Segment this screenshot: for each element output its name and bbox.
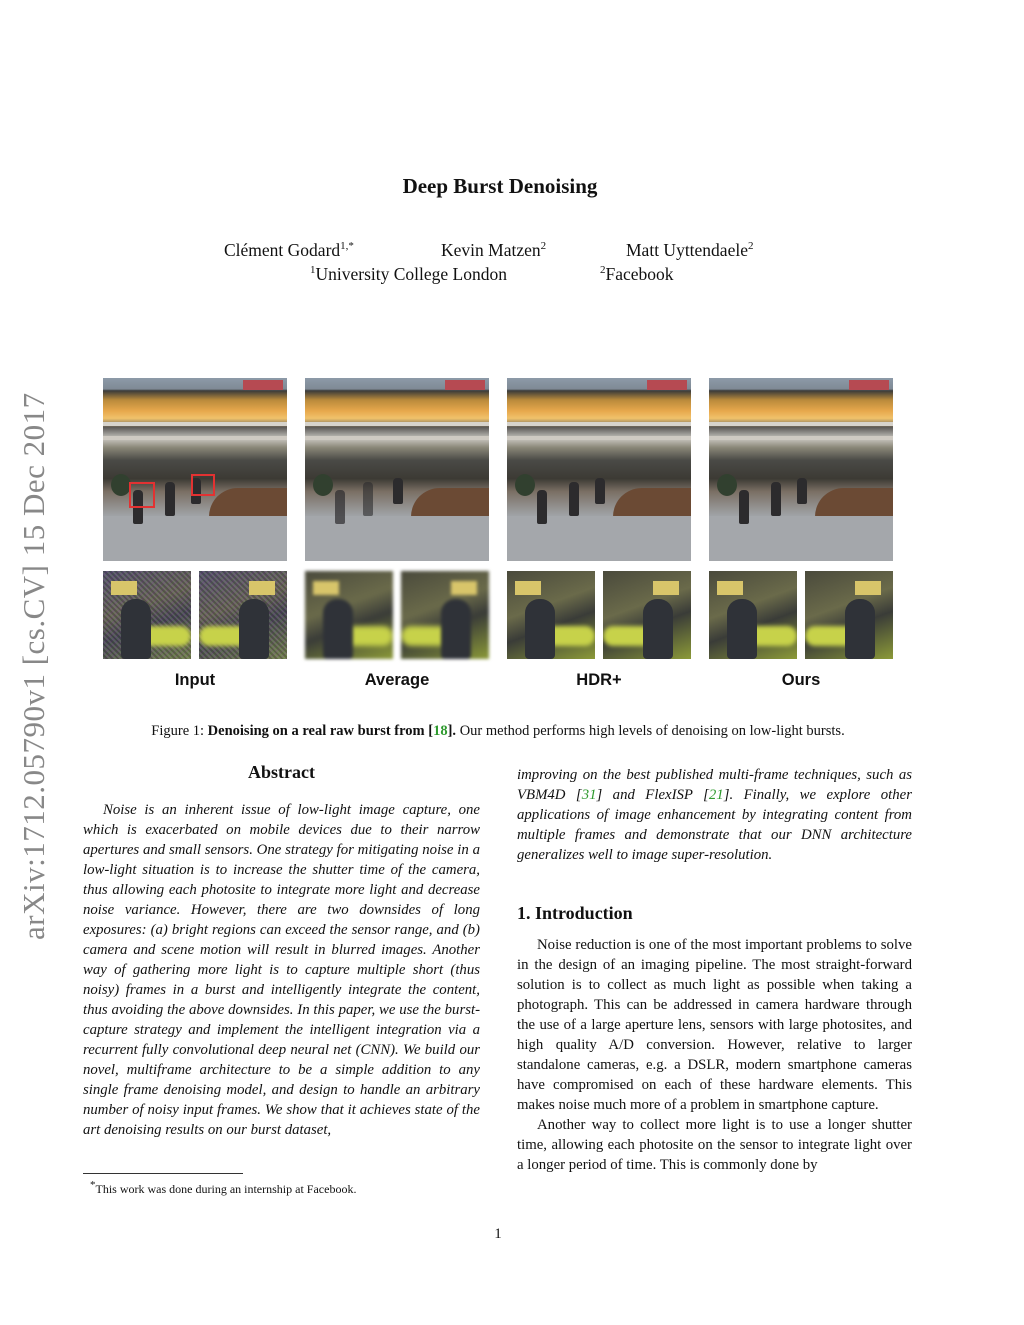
crop-marker-left: [129, 482, 155, 508]
crop-hdr-plus-2: [603, 571, 691, 659]
citation-link-21[interactable]: 21: [708, 787, 724, 803]
crop-input-2: [199, 571, 287, 659]
abstract-heading: Abstract: [248, 762, 315, 782]
panel-hdr-plus: [507, 378, 691, 659]
scene-image-average: [305, 378, 489, 561]
crop-input-1: [103, 571, 191, 659]
affiliation-ucl: $^1$University College London: [310, 264, 508, 284]
footnote-rule: [83, 1173, 243, 1174]
panel-label-average: Average: [364, 671, 430, 689]
panel-label-hdr-plus: HDR+: [576, 671, 622, 689]
paper-title: Deep Burst Denoising: [402, 174, 598, 198]
right-column: [517, 765, 912, 1175]
abstract-continued: improving on the best published multi-frame techniques, such as VBM4D [31] and FlexISP [21]. Finally, we explore other applications of image enhancement by integrating content from multiple frames and demonstrate that our DNN architecture generalizes well to image super-resolution.: [517, 767, 912, 863]
arxiv-identifier: arXiv:1712.05790v1 [cs.CV] 15 Dec 2017: [16, 392, 51, 940]
abstract-text: Noise is an inherent issue of low-light image capture, one which is exacerbated on mobile devices due to their narrow apertures and small sensors. One strategy for mitigating noise in a low-light situation is to increase the shutter time of the camera, thus allowing each photosite to integrate more light and decrease noise variance. However, there are two downsides of long exposures: (a) bright regions can exceed the sensor range, and (b) camera and scene motion will result in blurred images. Another way of gathering more light is to capture multiple short (thus noisy) frames in a burst and intelligently integrate the content, thus avoiding the above downsides. In this paper, we use the burst-capture strategy and implement the intelligent integration via a recurrent fully convolutional deep neural net (CNN). We build our novel, multiframe architecture to be a simple addition to any single frame denoising model, and design to handle an arbitrary number of noisy input frames. We show that it achieves state of the art denoising results on our burst dataset,: [83, 802, 480, 1138]
page-number: 1: [494, 1226, 502, 1242]
introduction-paragraph-2: Another way to collect more light is to use a longer shutter time, allowing each photosite on the sensor to integrate light over a longer period of time. This is commonly done by: [517, 1117, 912, 1173]
introduction-heading: 1. Introduction: [517, 903, 633, 923]
footnote: *This work was done during an internship at Facebook.: [90, 1179, 357, 1196]
scene-image-ours: [709, 378, 893, 561]
crop-average-1: [305, 571, 393, 659]
crop-ours-1: [709, 571, 797, 659]
crop-ours-2: [805, 571, 893, 659]
abstract-section: [83, 760, 480, 1140]
panel-label-ours: Ours: [781, 671, 821, 689]
scene-image-hdr-plus: [507, 378, 691, 561]
figure-1: [103, 378, 893, 698]
author-godard: Clément Godard$^{1,*}$: [224, 240, 354, 260]
panel-ours: [709, 378, 893, 659]
panel-average: [305, 378, 489, 659]
crop-hdr-plus-1: [507, 571, 595, 659]
figure-caption: Figure 1: Denoising on a real raw burst from [18]. Our method performs high levels of denoising on low-light bursts.: [151, 723, 845, 739]
scene-image-input: [103, 378, 287, 561]
panel-label-input: Input: [174, 671, 216, 689]
citation-link-18[interactable]: 18: [433, 723, 448, 739]
citation-link-31[interactable]: 31: [581, 787, 597, 803]
affiliation-facebook: $^2$Facebook: [600, 264, 674, 284]
introduction-paragraph-1: Noise reduction is one of the most important problems to solve in the design of an imaging pipeline. The most straight-forward solution is to collect as much light as possible when taking a photograph. This can be addressed in camera hardware through the use of a large aperture lens, sensors with large photosites, and high quality A/D conversion. However, relative to larger standalone cameras, e.g. a DSLR, modern smartphone cameras have compromised on each of these hardware elements. This makes noise much more of a problem in smartphone capture.: [517, 937, 912, 1113]
crop-average-2: [401, 571, 489, 659]
crop-marker-right: [191, 474, 215, 496]
author-uyttendaele: Matt Uyttendaele$^2$: [626, 240, 754, 260]
panel-input: [103, 378, 287, 659]
author-matzen: Kevin Matzen$^2$: [441, 240, 547, 260]
